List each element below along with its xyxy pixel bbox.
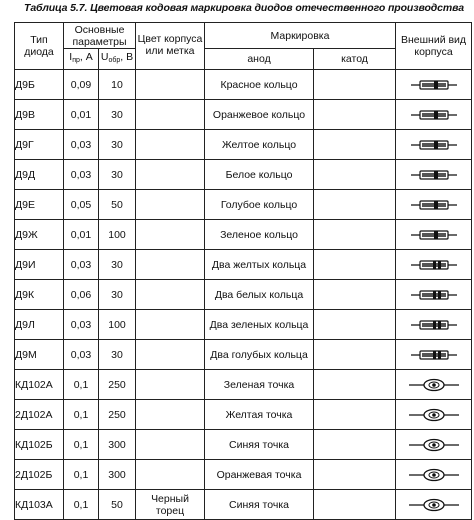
cell-current: 0,03: [64, 250, 99, 280]
cell-body-color: [136, 370, 205, 400]
cell-voltage: 30: [99, 100, 136, 130]
cell-voltage: 50: [99, 190, 136, 220]
cell-cathode: [314, 430, 396, 460]
cell-current: 0,03: [64, 160, 99, 190]
cell-voltage: 300: [99, 430, 136, 460]
cell-cathode: [314, 250, 396, 280]
cell-current: 0,03: [64, 310, 99, 340]
cell-type: Д9К: [15, 280, 64, 310]
cell-type: Д9Г: [15, 130, 64, 160]
cell-cathode: [314, 70, 396, 100]
table-row: [15, 100, 472, 130]
cell-body-color: [136, 430, 205, 460]
cell-cathode: [314, 100, 396, 130]
cell-body-color: [136, 250, 205, 280]
cell-cathode: [314, 370, 396, 400]
cell-current: 0,1: [64, 460, 99, 490]
table-row: [15, 220, 472, 250]
cell-cathode: [314, 160, 396, 190]
glass-tube-icon: [396, 100, 472, 130]
table-row: [15, 160, 472, 190]
cell-body-color: [136, 340, 205, 370]
glass-tube-icon: [396, 70, 472, 100]
cell-anode: Желтое кольцо: [205, 130, 314, 160]
cell-anode: Синяя точка: [205, 430, 314, 460]
cell-current: 0,1: [64, 490, 99, 520]
table-row: [15, 70, 472, 100]
oval-dot-icon: [396, 430, 472, 460]
cell-cathode: [314, 340, 396, 370]
header-body-color: Цвет корпуса или метка: [136, 23, 205, 70]
table-row: [15, 400, 472, 430]
cell-current: 0,03: [64, 340, 99, 370]
glass-tube-icon: [396, 220, 472, 250]
cell-type: КД102Б: [15, 430, 64, 460]
cell-body-color: [136, 130, 205, 160]
glass-tube-double-ring-icon: [396, 340, 472, 370]
cell-cathode: [314, 310, 396, 340]
cell-type: Д9Л: [15, 310, 64, 340]
cell-anode: Синяя точка: [205, 490, 314, 520]
table-row: [15, 340, 472, 370]
glass-tube-double-ring-icon: [396, 250, 472, 280]
cell-body-color: [136, 190, 205, 220]
cell-anode: Два белых кольца: [205, 280, 314, 310]
cell-body-color: [136, 400, 205, 430]
cell-body-color: [136, 100, 205, 130]
cell-type: Д9И: [15, 250, 64, 280]
cell-current: 0,03: [64, 130, 99, 160]
cell-type: Д9В: [15, 100, 64, 130]
cell-type: 2Д102Б: [15, 460, 64, 490]
header-params: Основные параметры: [64, 23, 136, 49]
table-row: [15, 130, 472, 160]
header-cathode: катод: [314, 49, 396, 70]
cell-type: КД103А: [15, 490, 64, 520]
header-anode: анод: [205, 49, 314, 70]
cell-voltage: 30: [99, 280, 136, 310]
cell-anode: Голубое кольцо: [205, 190, 314, 220]
cell-voltage: 30: [99, 250, 136, 280]
cell-voltage: 30: [99, 160, 136, 190]
glass-tube-icon: [396, 160, 472, 190]
cell-type: КД102А: [15, 370, 64, 400]
cell-anode: Оранжевая точка: [205, 460, 314, 490]
table-row: [15, 310, 472, 340]
cell-cathode: [314, 130, 396, 160]
cell-current: 0,01: [64, 220, 99, 250]
header-voltage: $U_{обр}$, В: [99, 49, 136, 70]
cell-cathode: [314, 490, 396, 520]
table-row: [15, 460, 472, 490]
glass-tube-double-ring-icon: [396, 310, 472, 340]
cell-body-color: [136, 310, 205, 340]
table-caption: Таблица 5.7. Цветовая кодовая маркировка диодов отечественного производства: [24, 2, 464, 14]
cell-body-color: [136, 280, 205, 310]
cell-anode: Два желтых кольца: [205, 250, 314, 280]
cell-cathode: [314, 220, 396, 250]
oval-dot-icon: [396, 460, 472, 490]
glass-tube-icon: [396, 190, 472, 220]
cell-current: 0,09: [64, 70, 99, 100]
cell-anode: Зеленая точка: [205, 370, 314, 400]
table-row: [15, 280, 472, 310]
glass-tube-double-ring-icon: [396, 280, 472, 310]
cell-body-color: [136, 460, 205, 490]
cell-type: 2Д102А: [15, 400, 64, 430]
cell-anode: Два голубых кольца: [205, 340, 314, 370]
cell-type: Д9Б: [15, 70, 64, 100]
cell-current: 0,1: [64, 400, 99, 430]
table-row: [15, 250, 472, 280]
cell-cathode: [314, 400, 396, 430]
cell-cathode: [314, 190, 396, 220]
cell-voltage: 30: [99, 340, 136, 370]
cell-voltage: 100: [99, 310, 136, 340]
oval-dot-icon: [396, 370, 472, 400]
table-row: [15, 370, 472, 400]
cell-anode: Оранжевое кольцо: [205, 100, 314, 130]
table-row: [15, 490, 472, 520]
cell-voltage: 100: [99, 220, 136, 250]
table-row: [15, 190, 472, 220]
table-row: [15, 430, 472, 460]
cell-current: 0,01: [64, 100, 99, 130]
cell-body-color: [136, 70, 205, 100]
cell-type: Д9Е: [15, 190, 64, 220]
cell-body-color: [136, 160, 205, 190]
cell-type: Д9Ж: [15, 220, 64, 250]
cell-current: 0,06: [64, 280, 99, 310]
cell-anode: Два зеленых кольца: [205, 310, 314, 340]
cell-anode: Белое кольцо: [205, 160, 314, 190]
cell-anode: Желтая точка: [205, 400, 314, 430]
cell-anode: Красное кольцо: [205, 70, 314, 100]
cell-voltage: 250: [99, 370, 136, 400]
cell-cathode: [314, 280, 396, 310]
header-appearance: Внешний вид корпуса: [396, 23, 472, 70]
header-type: Тип диода: [15, 23, 64, 70]
glass-tube-icon: [396, 130, 472, 160]
cell-type: Д9Д: [15, 160, 64, 190]
cell-voltage: 10: [99, 70, 136, 100]
diode-marking-table: [14, 22, 472, 520]
cell-voltage: 300: [99, 460, 136, 490]
cell-current: 0,1: [64, 370, 99, 400]
oval-dot-icon: [396, 490, 472, 520]
header-marking: Маркировка: [205, 23, 396, 49]
cell-body-color: Черный торец: [136, 490, 205, 520]
cell-voltage: 30: [99, 130, 136, 160]
cell-voltage: 250: [99, 400, 136, 430]
cell-type: Д9М: [15, 340, 64, 370]
cell-voltage: 50: [99, 490, 136, 520]
cell-current: 0,1: [64, 430, 99, 460]
cell-current: 0,05: [64, 190, 99, 220]
oval-dot-icon: [396, 400, 472, 430]
cell-cathode: [314, 460, 396, 490]
header-current: $I_{пр}$, А: [64, 49, 99, 70]
cell-anode: Зеленое кольцо: [205, 220, 314, 250]
cell-body-color: [136, 220, 205, 250]
